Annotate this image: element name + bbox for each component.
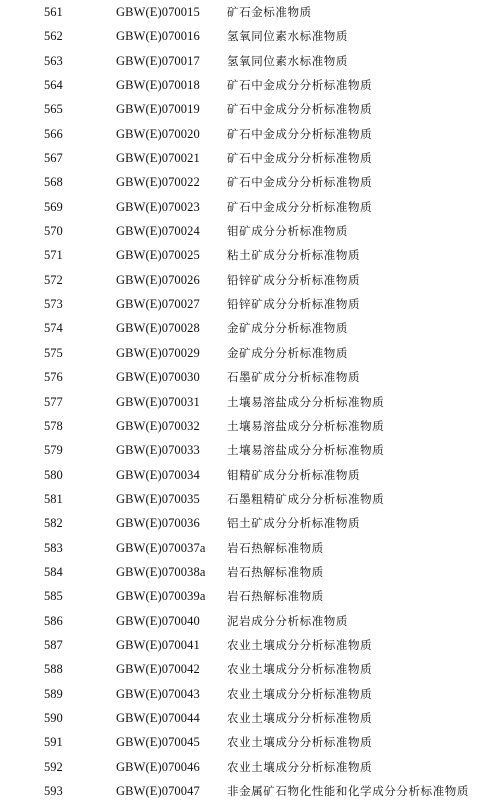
material-name: 岩石热解标准物质	[227, 564, 324, 579]
row-number: 584	[44, 564, 63, 579]
material-name: 矿石中金成分分析标准物质	[227, 199, 373, 214]
material-name: 矿石中金成分分析标准物质	[227, 126, 373, 141]
row-number: 563	[44, 53, 63, 68]
material-name: 矿石金标准物质	[227, 5, 312, 19]
material-code: GBW(E)070017	[116, 53, 200, 68]
material-name: 土壤易溶盐成分分析标准物质	[227, 394, 385, 409]
row-number: 572	[44, 272, 63, 287]
material-code: GBW(E)070031	[116, 394, 200, 409]
material-code: GBW(E)070023	[116, 199, 200, 214]
material-name: 农业土壤成分分析标准物质	[227, 637, 373, 652]
material-name: 矿石中金成分分析标准物质	[227, 175, 373, 190]
table-row	[0, 243, 500, 267]
row-number: 575	[44, 345, 63, 360]
material-name: 金矿成分分析标准物质	[227, 345, 348, 360]
table-row	[0, 487, 500, 511]
row-number: 589	[44, 686, 63, 701]
table-row	[0, 560, 500, 584]
row-number: 588	[44, 662, 63, 677]
material-code: GBW(E)070028	[116, 321, 200, 336]
material-code: GBW(E)070044	[116, 710, 200, 725]
row-number: 571	[44, 248, 63, 263]
row-number: 565	[44, 102, 63, 117]
row-number: 590	[44, 710, 63, 725]
material-name: 农业土壤成分分析标准物质	[227, 710, 373, 725]
material-name: 钼精矿成分分析标准物质	[227, 467, 361, 482]
material-code: GBW(E)070029	[116, 345, 200, 360]
row-number: 566	[44, 126, 63, 141]
table-row	[0, 682, 500, 706]
table-row	[0, 536, 500, 560]
table-row	[0, 73, 500, 97]
material-code: GBW(E)070045	[116, 735, 200, 750]
row-number: 577	[44, 394, 63, 409]
material-name: 金矿成分分析标准物质	[227, 321, 348, 336]
material-code: GBW(E)070040	[116, 613, 200, 628]
row-number: 587	[44, 637, 63, 652]
material-code: GBW(E)070019	[116, 102, 200, 117]
table-row	[0, 97, 500, 121]
material-name: 农业土壤成分分析标准物质	[227, 686, 373, 701]
table-row	[0, 584, 500, 608]
row-number: 586	[44, 613, 63, 628]
row-number: 564	[44, 78, 63, 93]
material-code: GBW(E)070035	[116, 491, 200, 506]
material-name: 泥岩成分分析标准物质	[227, 613, 348, 628]
row-number: 578	[44, 418, 63, 433]
material-name: 钼矿成分分析标准物质	[227, 224, 348, 239]
table-row	[0, 219, 500, 243]
table-row	[0, 341, 500, 365]
table-row	[0, 316, 500, 340]
material-code: GBW(E)070032	[116, 418, 200, 433]
material-name: 矿石中金成分分析标准物质	[227, 151, 373, 166]
material-code: GBW(E)070024	[116, 224, 200, 239]
table-row	[0, 633, 500, 657]
material-name: 石墨矿成分分析标准物质	[227, 370, 361, 385]
material-code: GBW(E)070036	[116, 516, 200, 531]
row-number: 576	[44, 370, 63, 385]
row-number: 573	[44, 297, 63, 312]
material-name: 矿石中金成分分析标准物质	[227, 102, 373, 117]
table-row	[0, 146, 500, 170]
row-number: 562	[44, 29, 63, 44]
material-code: GBW(E)070022	[116, 175, 200, 190]
row-number: 570	[44, 224, 63, 239]
material-name: 岩石热解标准物质	[227, 540, 324, 555]
material-name: 农业土壤成分分析标准物质	[227, 735, 373, 750]
material-name: 岩石热解标准物质	[227, 589, 324, 604]
material-name: 粘土矿成分分析标准物质	[227, 248, 361, 263]
material-code: GBW(E)070034	[116, 467, 200, 482]
material-name: 农业土壤成分分析标准物质	[227, 759, 373, 774]
material-code: GBW(E)070015	[116, 5, 200, 19]
row-number: 581	[44, 491, 63, 506]
table-row	[0, 463, 500, 487]
row-number: 561	[44, 5, 63, 19]
material-code: GBW(E)070018	[116, 78, 200, 93]
material-code: GBW(E)070026	[116, 272, 200, 287]
row-number: 583	[44, 540, 63, 555]
row-number: 574	[44, 321, 63, 336]
material-name: 非金属矿石物化性能和化学成分分析标准物质	[227, 784, 469, 798]
material-name: 土壤易溶盐成分分析标准物质	[227, 418, 385, 433]
table-row	[0, 706, 500, 730]
row-number: 585	[44, 589, 63, 604]
material-code: GBW(E)070038a	[116, 564, 206, 579]
material-code: GBW(E)070020	[116, 126, 200, 141]
table-row	[0, 268, 500, 292]
material-code: GBW(E)070033	[116, 443, 200, 458]
table-row	[0, 122, 500, 146]
row-number: 579	[44, 443, 63, 458]
material-code: GBW(E)070039a	[116, 589, 206, 604]
table-row	[0, 24, 500, 48]
table-row	[0, 414, 500, 438]
table-row	[0, 170, 500, 194]
material-code: GBW(E)070043	[116, 686, 200, 701]
row-number: 569	[44, 199, 63, 214]
material-name: 矿石中金成分分析标准物质	[227, 78, 373, 93]
material-name: 铝土矿成分分析标准物质	[227, 516, 361, 531]
material-code: GBW(E)070030	[116, 370, 200, 385]
row-number: 591	[44, 735, 63, 750]
material-name: 铅锌矿成分分析标准物质	[227, 297, 361, 312]
table-row	[0, 438, 500, 462]
table-row	[0, 365, 500, 389]
table-row	[0, 779, 500, 803]
row-number: 592	[44, 759, 63, 774]
material-code: GBW(E)070042	[116, 662, 200, 677]
table-row	[0, 609, 500, 633]
table-row	[0, 511, 500, 535]
table-row	[0, 0, 500, 24]
material-name: 农业土壤成分分析标准物质	[227, 662, 373, 677]
material-name: 氢氧同位素水标准物质	[227, 29, 348, 44]
table-row	[0, 657, 500, 681]
material-code: GBW(E)070041	[116, 637, 200, 652]
material-code: GBW(E)070037a	[116, 540, 206, 555]
material-name: 石墨粗精矿成分分析标准物质	[227, 491, 385, 506]
table-row	[0, 195, 500, 219]
material-code: GBW(E)070025	[116, 248, 200, 263]
material-code: GBW(E)070046	[116, 759, 200, 774]
material-code: GBW(E)070027	[116, 297, 200, 312]
table-row	[0, 49, 500, 73]
table-row	[0, 292, 500, 316]
material-code: GBW(E)070021	[116, 151, 200, 166]
material-name: 氢氧同位素水标准物质	[227, 53, 348, 68]
row-number: 593	[44, 784, 63, 798]
material-name: 土壤易溶盐成分分析标准物质	[227, 443, 385, 458]
row-number: 568	[44, 175, 63, 190]
row-number: 567	[44, 151, 63, 166]
material-code: GBW(E)070016	[116, 29, 200, 44]
table-row	[0, 390, 500, 414]
row-number: 580	[44, 467, 63, 482]
table-row	[0, 730, 500, 754]
material-code: GBW(E)070047	[116, 784, 200, 798]
row-number: 582	[44, 516, 63, 531]
material-name: 铅锌矿成分分析标准物质	[227, 272, 361, 287]
table-row	[0, 755, 500, 779]
